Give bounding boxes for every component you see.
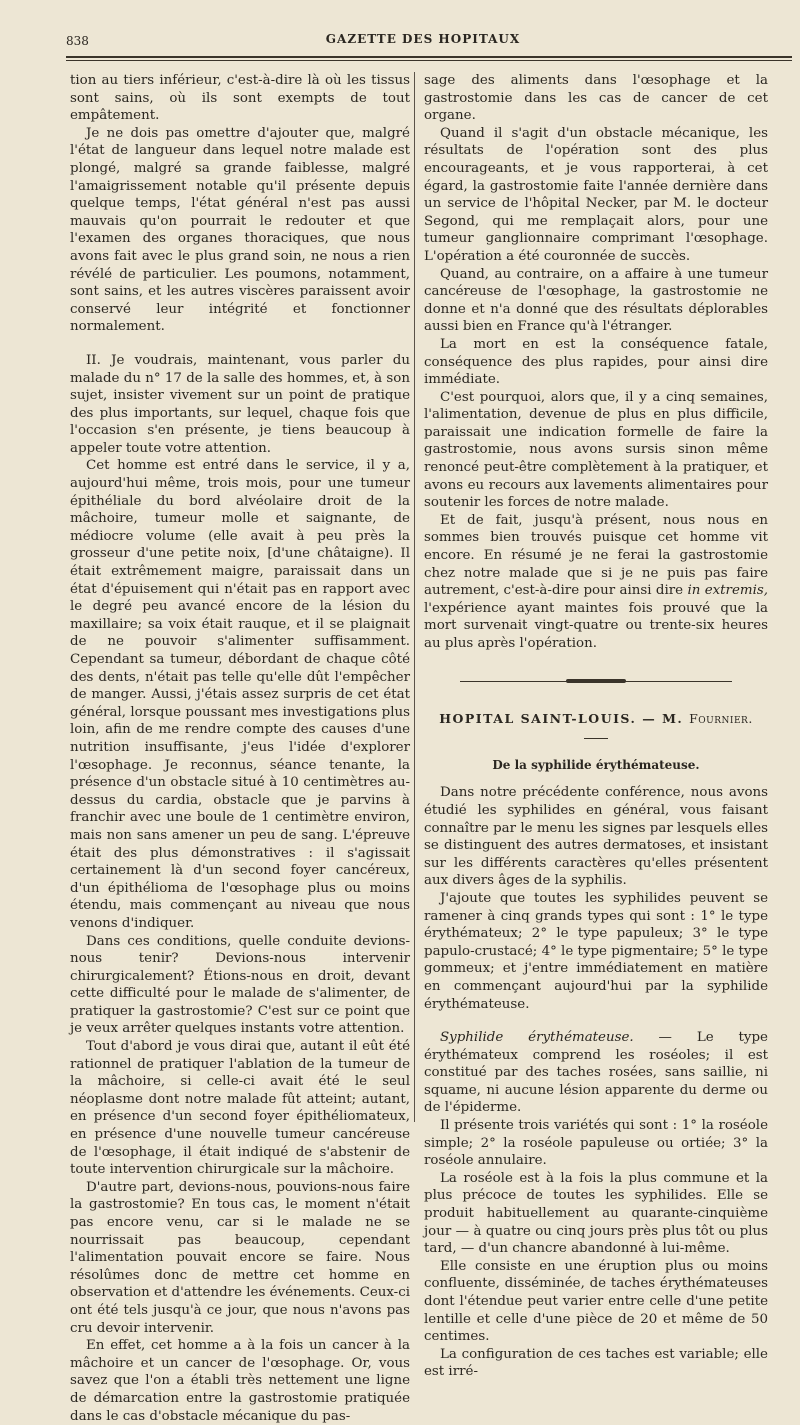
paragraph: II. Je voudrais, maintenant, vous parler du malade du n° 17 de la salle des hommes, et, à son sujet, insister vivement sur un point de pratique des plus importants, sur lequel, chaque fois que l'occasion s'en présente, je tiens beaucoup à appeler toute votre attention.: [70, 352, 410, 456]
header-rule: [66, 56, 792, 58]
paragraph: [424, 1029, 768, 1117]
paragraph: Dans notre précédente conférence, nous avons étudié les syphilides en général, vous faisant connaître par le menu les signes par lesquels elles se distinguent des autres dermatoses, et insistant sur les différents caractères qu'elles présentent aux divers âges de la syphilis.: [424, 785, 768, 889]
paragraph: D'autre part, devions-nous, pouvions-nous faire la gastrostomie? En tous cas, le moment n'était pas encore venu, car si le malade ne se nourrissait pas beaucoup, cependant l'alimentation pouvait encore se faire. Nous résolûmes donc de mettre cet homme en observation et d'attendre les événements. Ceux-ci ont été tels jusqu'à ce jour, que nous n'avons pas cru devoir intervenir.: [70, 1179, 410, 1336]
page-number: 838: [66, 34, 89, 48]
article-subtitle: De la syphilide érythémateuse.: [492, 757, 700, 772]
paragraph: [424, 512, 768, 653]
italic-label: Syphilide érythémateuse.: [440, 1030, 634, 1046]
right-column: [424, 72, 768, 1381]
paragraph: En effet, cet homme a à la fois un cancer à la mâchoire et un cancer de l'œsophage. Or, vous savez que l'on a établi très nettement une ligne de démarcation entre la gastrostomie pratiquée dans le cas d'obstacle mécanique du pas-: [70, 1338, 410, 1424]
paragraph: Il présente trois variétés qui sont : 1° la roséole simple; 2° la roséole papuleuse ou ortiée; 3° la roséole annulaire.: [424, 1118, 768, 1169]
section-heading: [424, 710, 768, 728]
paragraph: Cet homme est entré dans le service, il y a, aujourd'hui même, trois mois, pour une tumeur épithéliale du bord alvéolaire droit de la mâchoire, tumeur molle et saignante, de médiocre volume (elle avait à peu près la grosseur d'une petite noix, [d'une châtaigne). Il était extrêmement maigre, paraissait dans un état d'épuisement qui n'était pas en rapport avec le degré peu avancé encore de la lésion du maxillaire; sa voix était rauque, et il se plaignait de ne pouvoir s'alimenter suffisamment. Cependant sa tumeur, débordant de chaque côté des dents, n'était pas telle qu'elle dût l'empêcher de manger. Aussi, j'étais assez surpris de cet état général, lorsque poussant mes investigations plus loin, afin de me rendre compte des causes d'une nutrition insuffisante, j'eus l'idée d'explorer l'œsophage. Je reconnus, séance tenante, la présence d'un obstacle situé à 10 centimètres au-dessus du cardia, obstacle que je parvins à franchir avec une boule de 1 centimètre environ, mais non sans amener un peu de sang. L'épreuve était des plus démonstratives : il s'agissait certainement là d'un second foyer cancéreux, d'un épithélioma de l'œsophage plus ou moins étendu, mais commençant au niveau que nous venons d'indiquer.: [70, 458, 410, 931]
paragraph-text: — Le type érythémateux comprend les roséoles; il est constitué par des taches rosées, sans saillie, ni squame, ni aucune lésion apparente du derme ou de l'épiderme.: [424, 1030, 768, 1116]
journal-title: GAZETTE DES HOPITAUX: [325, 32, 521, 46]
page-header: [66, 30, 780, 52]
italic-phrase: in extremis,: [687, 583, 768, 599]
paragraph: La roséole est à la fois la plus commune et la plus précoce de toutes les syphilides. Elle se produit habituellement au quarante-cinquième jour — à quatre ou cinq jours près plus tôt ou plus tard, — d'un chancre abandonné à lui-même.: [424, 1170, 768, 1257]
paragraph: J'ajoute que toutes les syphilides peuvent se ramener à cinq grands types qui sont : 1° le type érythémateux; 2° le type papuleux; 3° le type papulo-crustacé; 4° le type pigmentaire; 5° le type gommeux; et j'entre immédiatement en matière en commençant aujourd'hui par la syphilide érythémateuse.: [424, 890, 768, 1012]
paragraph: Quand il s'agit d'un obstacle mécanique, les résultats de l'opération sont des plus encourageants, et je vous rapporterai, à cet égard, la gastrostomie faite l'année dernière dans un service de l'hôpital Necker, par M. le docteur Segond, qui me remplaçait alors, pour une tumeur ganglionnaire comprimant l'œsophage. L'opération a été couronnée de succès.: [424, 125, 768, 264]
paragraph: C'est pourquoi, alors que, il y a cinq semaines, l'alimentation, devenue de plus en plus difficile, paraissait une indication formelle de faire la gastrostomie, nous avons sursis sinon même renoncé peut-être complètement à la pratiquer, et avons eu recours aux lavements alimentaires pour soutenir les forces de notre malade.: [424, 389, 768, 511]
paragraph: La mort en est la conséquence fatale, conséquence des plus rapides, pour ainsi dire immédiate.: [424, 336, 768, 388]
left-column: [70, 72, 410, 1425]
short-rule: [584, 738, 608, 739]
section-ornament: [424, 673, 768, 691]
paragraph: La configuration de ces taches est variable; elle est irré-: [424, 1346, 768, 1380]
paragraph: Quand, au contraire, on a affaire à une tumeur cancéreuse de l'œsophage, la gastrostomie ne donne et n'a donné que des résultats déplorables aussi bien en France qu'à l'étranger.: [424, 266, 768, 335]
paragraph: Je ne dois pas omettre d'ajouter que, malgré l'état de langueur dans lequel notre malade est plongé, malgré sa grande faiblesse, malgré l'amaigrissement notable qu'il présente depuis quelque temps, l'état général n'est pas aussi mauvais qu'on pourrait le redouter et que l'examen des organes thoraciques, que nous avons fait avec le plus grand soin, ne nous a rien révélé de particulier. Les poumons, notamment, sont sains, et les autres viscères paraissent avoir conservé leur intégrité et fonctionner normalement.: [70, 125, 410, 335]
paragraph: sage des aliments dans l'œsophage et la gastrostomie dans les cas de cancer de cet organe.: [424, 73, 768, 124]
column-divider: [414, 72, 415, 1122]
paragraph-text: Et de fait, jusqu'à présent, nous nous en sommes bien trouvés puisque cet homme vit encore. En résumé je ne ferai la gastrostomie chez notre malade que si je ne puis pas faire autrement, c'est-à-dire pour ainsi dire: [424, 512, 768, 599]
paragraph: Elle consiste en une éruption plus ou moins confluente, disséminée, de taches érythémateuses dont l'étendue peut varier entre celle d'une petite lentille et celle d'une pièce de 20 et même de 50 centimes.: [424, 1258, 768, 1345]
paragraph: Dans ces conditions, quelle conduite devions-nous tenir? Devions-nous intervenir chirurgicalement? Étions-nous en droit, devant cette difficulté pour le malade de s'alimenter, de pratiquer la gastrostomie? C'est sur ce point que je veux arrêter quelques instants votre attention.: [70, 933, 410, 1037]
paragraph: Tout d'abord je vous dirai que, autant il eût été rationnel de pratiquer l'ablation de la tumeur de la mâchoire, si celle-ci avait été le seul néoplasme dont notre malade fût atteint; autant, en présence d'un second foyer épithéliomateux, en présence d'une nouvelle tumeur cancéreuse de l'œsophage, il était indiqué de s'abstenir de toute intervention chirurgicale sur la mâchoire.: [70, 1039, 410, 1178]
section-author: Fournier.: [689, 711, 753, 727]
paragraph-text: l'expérience ayant maintes fois prouvé que la mort survenait vingt-quatre ou trente-six heures au plus après l'opération.: [424, 600, 768, 651]
section-title: HOPITAL SAINT-LOUIS. — M.: [439, 711, 684, 727]
header-rule-thin: [66, 60, 792, 61]
paragraph: tion au tiers inférieur, c'est-à-dire là où les tissus sont sains, où ils sont exempts de tout empâtement.: [70, 73, 410, 124]
